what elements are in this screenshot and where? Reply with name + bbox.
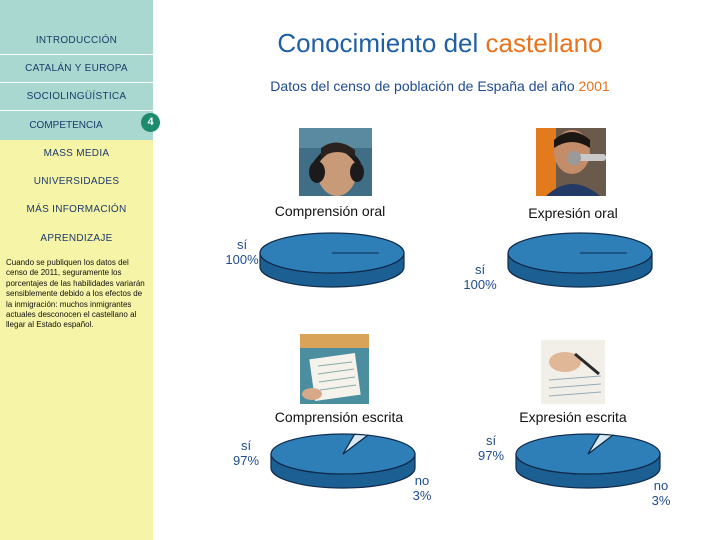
chart-title-expresion-escrita: Expresión escrita [519, 409, 627, 425]
nav-introduccion[interactable]: INTRODUCCIÓN [35, 35, 118, 46]
slice-label-name: sí [240, 438, 252, 453]
slice-label-si [471, 433, 511, 463]
slice-label-si [226, 438, 266, 468]
title-main: Conocimiento del [277, 28, 479, 58]
nav-mass-media[interactable]: MASS MEDIA [43, 148, 110, 159]
writing-photo [541, 340, 605, 404]
nav-competencia[interactable]: COMPETENCIA [29, 120, 103, 131]
page-title [160, 28, 720, 59]
slice-label-pct: 3% [651, 493, 671, 508]
slice-label-pct: 3% [412, 488, 432, 503]
slice-label-name: sí [236, 237, 248, 252]
page-subtitle [160, 78, 720, 94]
divider [0, 82, 153, 83]
pie-chart-comprension-escrita [263, 430, 423, 494]
census-note: Cuando se publiquen los datos del censo de 2011, seguramente los porcentajes de las habilidades variarán sensiblemente debido a los efectos de la inmigración: muchos inmigrantes actuales desconocen el castellano al llegar al Estado español. [6, 258, 145, 330]
chart-title-expresion-oral: Expresión oral [528, 205, 618, 221]
slice-label-pct: 100% [463, 277, 497, 292]
slice-label-si [460, 262, 500, 292]
divider [0, 54, 153, 55]
nav-universidades[interactable]: UNIVERSIDADES [33, 176, 120, 187]
chart-title-comprension-escrita: Comprensión escrita [274, 409, 404, 425]
slice-label-name: sí [485, 433, 497, 448]
sidebar [0, 0, 153, 540]
slice-label-pct: 100% [225, 252, 259, 267]
slice-label-pct: 97% [232, 453, 260, 468]
title-highlight: castellano [485, 28, 603, 58]
reading-photo [300, 334, 369, 404]
slice-label-pct: 97% [477, 448, 505, 463]
chart-title-comprension-oral: Comprensión oral [274, 203, 386, 219]
slice-label-no [402, 473, 442, 503]
divider [0, 110, 153, 111]
slice-label-si [222, 237, 262, 267]
nav-sociolinguistica[interactable]: SOCIOLINGÜÍSTICA [26, 91, 127, 102]
page-number-badge: 4 [141, 113, 160, 132]
slice-label-name: no [653, 478, 669, 493]
microphone-photo [536, 128, 606, 196]
nav-mas-informacion[interactable]: MÁS INFORMACIÓN [26, 204, 127, 215]
slice-label-name: sí [474, 262, 486, 277]
slice-label-no [641, 478, 681, 508]
subtitle-year: 2001 [578, 78, 610, 94]
headphones-photo [299, 128, 372, 196]
pie-chart-comprension-oral [252, 229, 412, 291]
nav-catalan-europa[interactable]: CATALÁN Y EUROPA [25, 63, 128, 74]
slice-label-name: no [414, 473, 430, 488]
subtitle-main: Datos del censo de población de España del año [270, 78, 575, 94]
pie-chart-expresion-oral [500, 229, 660, 291]
nav-aprendizaje[interactable]: APRENDIZAJE [40, 233, 113, 244]
